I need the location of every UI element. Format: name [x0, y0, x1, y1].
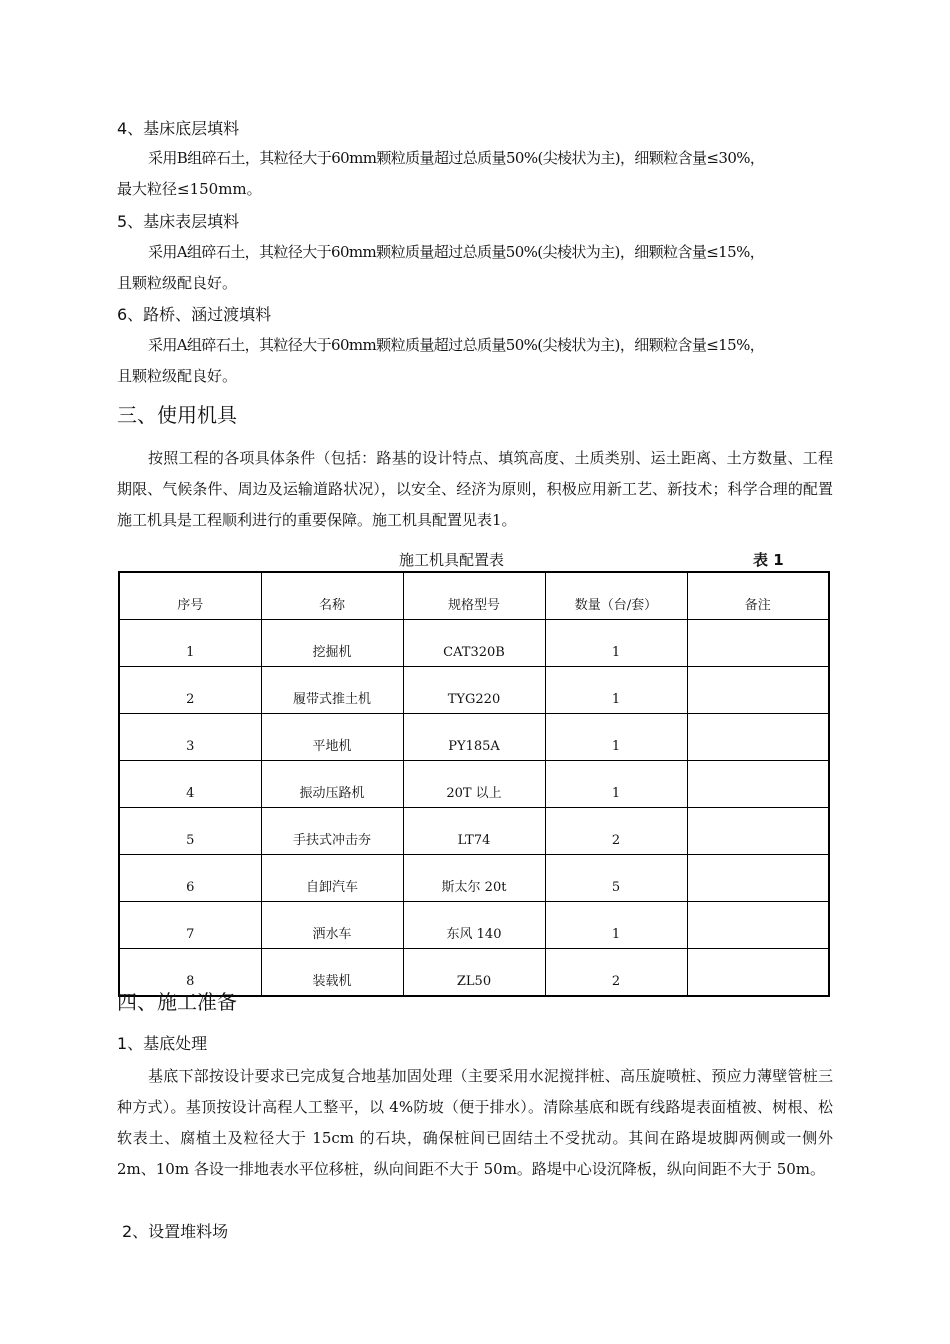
- table-row: [119, 761, 829, 808]
- table-cell: CAT320B: [403, 620, 545, 667]
- table-cell: [687, 808, 829, 855]
- table-header-row: [119, 572, 829, 620]
- table-cell: [687, 855, 829, 902]
- table-cell: 平地机: [261, 714, 403, 761]
- section-5-line-2: 且颗粒级配良好。: [117, 274, 238, 292]
- table-cell: 履带式推土机: [261, 667, 403, 714]
- table-cell: 3: [119, 714, 261, 761]
- table-cell: 4: [119, 761, 261, 808]
- table-cell: [687, 949, 829, 997]
- section-4-1-paragraph: 基底下部按设计要求已完成复合地基加固处理（主要采用水泥搅拌桩、高压旋喷桩、预应力薄壁管桩三种方式）。基顶按设计高程人工整平，以 4%防坡（便于排水）。清除基底和既有线路堤表面植被、树根、松软表土、腐植土及粒径大于 15cm 的石块，确保桩间已固结土不受扰动。其间在路堤坡脚两侧或一侧外 2m、10m 各设一排地表水平位移桩，纵向间距不大于 50m。路堤中心设沉降板，纵向间距不大于 50m。: [117, 1067, 833, 1178]
- table-row: [119, 902, 829, 949]
- section-4-line-2: 最大粒径≤150mm。: [117, 180, 262, 198]
- table-cell: 手扶式冲击夯: [261, 808, 403, 855]
- table-row: [119, 855, 829, 902]
- table-cell: 5: [545, 855, 687, 902]
- section-5-line-1: 采用A组碎石土，其粒径大于60mm颗粒质量超过总质量50%(尖棱状为主)，细颗粒含量≤15%，: [148, 243, 765, 261]
- table-cell: 装载机: [261, 949, 403, 997]
- table-row: [119, 667, 829, 714]
- section-4-2-heading: 2、设置堆料场: [122, 1222, 229, 1241]
- header-cell: 序号: [119, 572, 261, 620]
- table-caption: 施工机具配置表: [399, 551, 505, 569]
- table-cell: 挖掘机: [261, 620, 403, 667]
- table-cell: 2: [119, 667, 261, 714]
- table-cell: 洒水车: [261, 902, 403, 949]
- header-cell: 名称: [261, 572, 403, 620]
- table-cell: 1: [545, 714, 687, 761]
- table-cell: [687, 902, 829, 949]
- table-cell: ZL50: [403, 949, 545, 997]
- table-cell: 7: [119, 902, 261, 949]
- table-cell: 1: [545, 620, 687, 667]
- chapter-3-heading: 三、使用机具: [117, 403, 237, 427]
- table-cell: 1: [119, 620, 261, 667]
- chapter-3-paragraph: 按照工程的各项具体条件（包括：路基的设计特点、填筑高度、土质类别、运土距离、土方数量、工程期限、气候条件、周边及运输道路状况），以安全、经济为原则，积极应用新工艺、新技术；科学合理的配置施工机具是工程顺利进行的重要保障。施工机具配置见表1。: [117, 449, 833, 529]
- table-cell: 斯太尔 20t: [403, 855, 545, 902]
- table-row: [119, 808, 829, 855]
- table-cell: 2: [545, 808, 687, 855]
- header-cell: 规格型号: [403, 572, 545, 620]
- table-cell: 5: [119, 808, 261, 855]
- section-4-heading: 4、基床底层填料: [117, 119, 240, 138]
- table-cell: LT74: [403, 808, 545, 855]
- table-cell: [687, 620, 829, 667]
- table-cell: 8: [119, 949, 261, 997]
- table-label: 表 1: [753, 551, 784, 569]
- chapter-3-text: [117, 443, 833, 536]
- section-6-line-1: 采用A组碎石土，其粒径大于60mm颗粒质量超过总质量50%(尖棱状为主)，细颗粒含量≤15%，: [148, 336, 765, 354]
- section-4-1-text: [117, 1061, 833, 1185]
- table-cell: TYG220: [403, 667, 545, 714]
- section-6-heading: 6、路桥、涵过渡填料: [117, 305, 272, 324]
- section-5-text: [117, 237, 833, 299]
- table-cell: [687, 714, 829, 761]
- table-cell: 自卸汽车: [261, 855, 403, 902]
- table-cell: [687, 761, 829, 808]
- table-row: [119, 714, 829, 761]
- section-4-1-heading: 1、基底处理: [117, 1034, 208, 1053]
- section-4-line-1: 采用B组碎石土，其粒径大于60mm颗粒质量超过总质量50%(尖棱状为主)，细颗粒含量≤30%，: [148, 149, 765, 167]
- table-cell: 振动压路机: [261, 761, 403, 808]
- equipment-table: [118, 571, 830, 997]
- section-6-line-2: 且颗粒级配良好。: [117, 367, 238, 385]
- table-cell: 1: [545, 761, 687, 808]
- table-cell: 20T 以上: [403, 761, 545, 808]
- table-cell: [687, 667, 829, 714]
- section-6-text: [117, 330, 833, 392]
- table-row: [119, 620, 829, 667]
- chapter-4-heading: 四、施工准备: [117, 990, 237, 1014]
- table-cell: 东风 140: [403, 902, 545, 949]
- section-5-heading: 5、基床表层填料: [117, 212, 240, 231]
- section-4-text: [117, 143, 833, 205]
- table-cell: 1: [545, 667, 687, 714]
- header-cell: 数量（台/套）: [545, 572, 687, 620]
- table-cell: 1: [545, 902, 687, 949]
- table-cell: PY185A: [403, 714, 545, 761]
- header-cell: 备注: [687, 572, 829, 620]
- table-cell: 6: [119, 855, 261, 902]
- table-cell: 2: [545, 949, 687, 997]
